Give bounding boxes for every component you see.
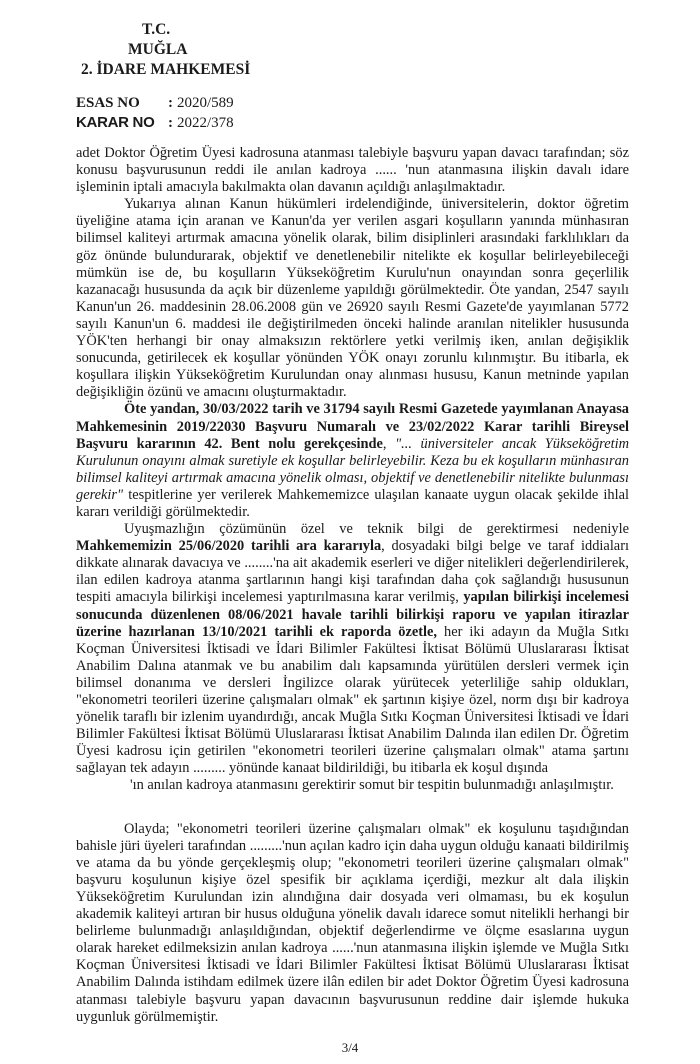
paragraph-4 — [76, 521, 629, 795]
header-republic: T.C. — [142, 21, 171, 38]
paragraph-2: Yukarıya alınan Kanun hükümleri irdelendiğinde, üniversitelerin, doktor öğretim üyeliğine atama için aranan ve Kanun'da yer verilen asgari koşulların yanında münhasıran bilimsel kaliteyi artırmak amacına yönelik olarak, bilim disiplinleri arasındaki farklılıkları da göz önünde bulundurarak, objektif ve denetlenebilir nitelikte ek koşullar belirleyebileceği mümkün ise de, bu koşulların Yükseköğretim Kurulu'nun onayından sonra geçerlilik kazanacağı hususunda da açık bir düzenleme yapıldığı görülmektedir. Öte yandan, 2547 sayılı Kanun'un 26. maddesinin 28.06.2008 gün ve 26920 sayılı Resmi Gazete'de yayımlanan 5772 sayılı Kanun'un 6. maddesi ile değiştirilmeden önceki halinde aranılan nitelikler hususunda YÖK'ten herhangi bir onay almaksızın rektörlere yetki verilmiş iken, anılan değişiklik sonucunda, getirilecek ek koşullar yönünden YÖK onayı zorunlu kılınmıştır. Bu itibarla, ek koşullara ilişkin Yükseköğretim Kurulundan onay alınması hususu, Kanun metninde yapılan değişikliğin özünü ve amacını oluşturmaktadır. — [76, 196, 629, 401]
paragraph-4-part-a: Uyuşmazlığın çözümünün özel ve teknik bilgi de gerektirmesi nedeniyle — [124, 521, 629, 538]
paragraph-5: Olayda; "ekonometri teorileri üzerine çalışmaları olmak" ek koşulunu taşıdığından bahisle jüri üyeleri tarafından .........'nun açılan kadro için daha uygun olduğu kanaati bildirilmiş ve atama da bu yönde gerçekleşmiş olup; "ekonometri teorileri üzerine çalışmaları olmak" başvuru koşulunun kişiye özel spesifik bir açıklama içerdiği, mezkur alt dala ilişkin Yükseköğretim Kurulundan izin alındığına dair dosyada veri olmaması, bu ek koşulun akademik kaliteyi artıran bir husus olduğuna yönelik davalı idarece somut nitelikli herhangi bir belirleme bulunmadığı anlaşıldığından, objektif değerlendirme ve ölçme esaslarına uygun olarak hareket edilmeksizin anılan kadroya ......'nun atanmasına ilişkin işlemde ve Muğla Sıtkı Koçman Üniversitesi İktisadi ve İdari Bilimler Fakültesi İktisat Bölümü Uluslararası İktisat Anabilim Dalında istihdam edilmek üzere ilân edilen bir adet Doktor Öğretim Üyesi kadrosuna atanması talebiyle başvuru yapan davacının başvurusunun reddine dair işlemde hukuka uygunluk görülmemiştir. — [76, 820, 629, 1025]
paragraph-3-comma: , — [382, 435, 396, 452]
paragraph-4-part-d: yapılan bilirkişi incelemesi sonucunda düzenlenen 08/06/2021 havale tarihli bilirkişi raporu ve yapılan itirazlar üzerine hazırlanan 13/10/2021 tarihli ek raporda özetle, — [76, 589, 629, 640]
court-header — [0, 0, 700, 80]
paragraph-gap — [76, 795, 629, 821]
paragraph-3-rest: tespitlerine yer verilerek Mahkememizce ulaşılan kanaate uygun olacak şekilde ihlal kararı verildiği görülmektedir. — [76, 486, 629, 520]
esas-no-value: 2020/589 — [177, 95, 234, 111]
paragraph-3 — [76, 401, 629, 521]
karar-no-separator: : — [168, 115, 173, 131]
karar-no-row — [76, 113, 700, 133]
document-body — [76, 145, 629, 1026]
paragraph-4-part-b: Mahkememizin 25/06/2020 tarihli ara kararıyla — [76, 538, 382, 555]
paragraph-3-bold: Öte yandan, 30/03/2022 tarih ve 31794 sayılı Resmi Gazetede yayımlanan Anayasa Mahkemesinin 2019/22030 Başvuru Numaralı ve 23/02/2022 Karar tarihli Bireysel Başvuru kararının 42. Bent nolu gerekçesinde — [76, 401, 629, 452]
header-court-name: 2. İDARE MAHKEMESİ — [81, 61, 251, 78]
page-number: 3/4 — [341, 1039, 359, 1055]
header-city: MUĞLA — [128, 41, 188, 58]
paragraph-4-part-e: her iki adayın da Muğla Sıtkı Koçman Üniversitesi İktisadi ve İdari Bilimler Fakültesi İktisat Bölümü Uluslararası İktisat Anabilim Dalına atanmak ve bu anabilim dalı kapsamında yürütülen dersleri vermek için bilimsel donanıma ve dersleri İngilizce olarak yürütecek yeterliliğe sahip oldukları, "ekonometri teorileri üzerine çalışmaları olmak" ek şartının kişiye özel, norm dışı bir kadroya yönelik taraflı bir izlenim uyandırdığı, ancak Muğla Sıtkı Koçman Üniversitesi İktisadi ve İdari Bilimler Fakültesi İktisat Bölümü Uluslararası İktisat Anabilim Dalında ilan edilen Dr. Öğretim Üyesi kadrosu için getirilen "ekonometri teorileri üzerine çalışmaları olmak" atama şartını sağlayan tek adayın ......... yönünde kanaat bildirildiği, bu itibarla ek koşul dışında — [76, 623, 629, 777]
esas-no-separator: : — [168, 95, 173, 111]
esas-no-label: ESAS NO — [76, 95, 140, 111]
paragraph-4-part-f: 'ın anılan kadroya atanmasını gerektirir somut bir tespitin bulunmadığı anlaşılmıştır. — [130, 777, 614, 794]
karar-no-value: 2022/378 — [177, 115, 234, 131]
esas-no-row — [76, 94, 700, 113]
paragraph-3-quote: "... üniversiteler ancak Yükseköğretim Kurulunun onayını almak suretiyle ek koşullar belirleyebilir. Keza bu ek koşulların münhasıran bilimsel kaliteyi artırmak amacına yönelik olması, objektif ve denetlenebilir nitelikte bulunması gerekir" — [76, 435, 629, 503]
case-info — [0, 94, 700, 133]
paragraph-4-part-c: , dosyadaki bilgi belge ve taraf iddiaları dikkate alınarak davacıya ve ........'na ait akademik eserleri ve diğer nitelikleri değerlendirilerek, ilan edilen kadroya atanma şartlarının hangi kişi tarafından daha çok sağlandığı hususunun tespiti amacıyla bilirkişi incelemesi yaptırılmasına karar verilmiş, — [76, 538, 629, 606]
paragraph-1: adet Doktor Öğretim Üyesi kadrosuna atanması talebiyle başvuru yapan davacı tarafından; söz konusu başvurusunun reddi ile anılan kadroya ...... 'nun atanmasına ilişkin davalı idare işleminin iptali amacıyla bakılmakta olan davanın açıldığı anlaşılmaktadır. — [76, 145, 629, 196]
karar-no-label: KARAR NO — [76, 114, 155, 131]
